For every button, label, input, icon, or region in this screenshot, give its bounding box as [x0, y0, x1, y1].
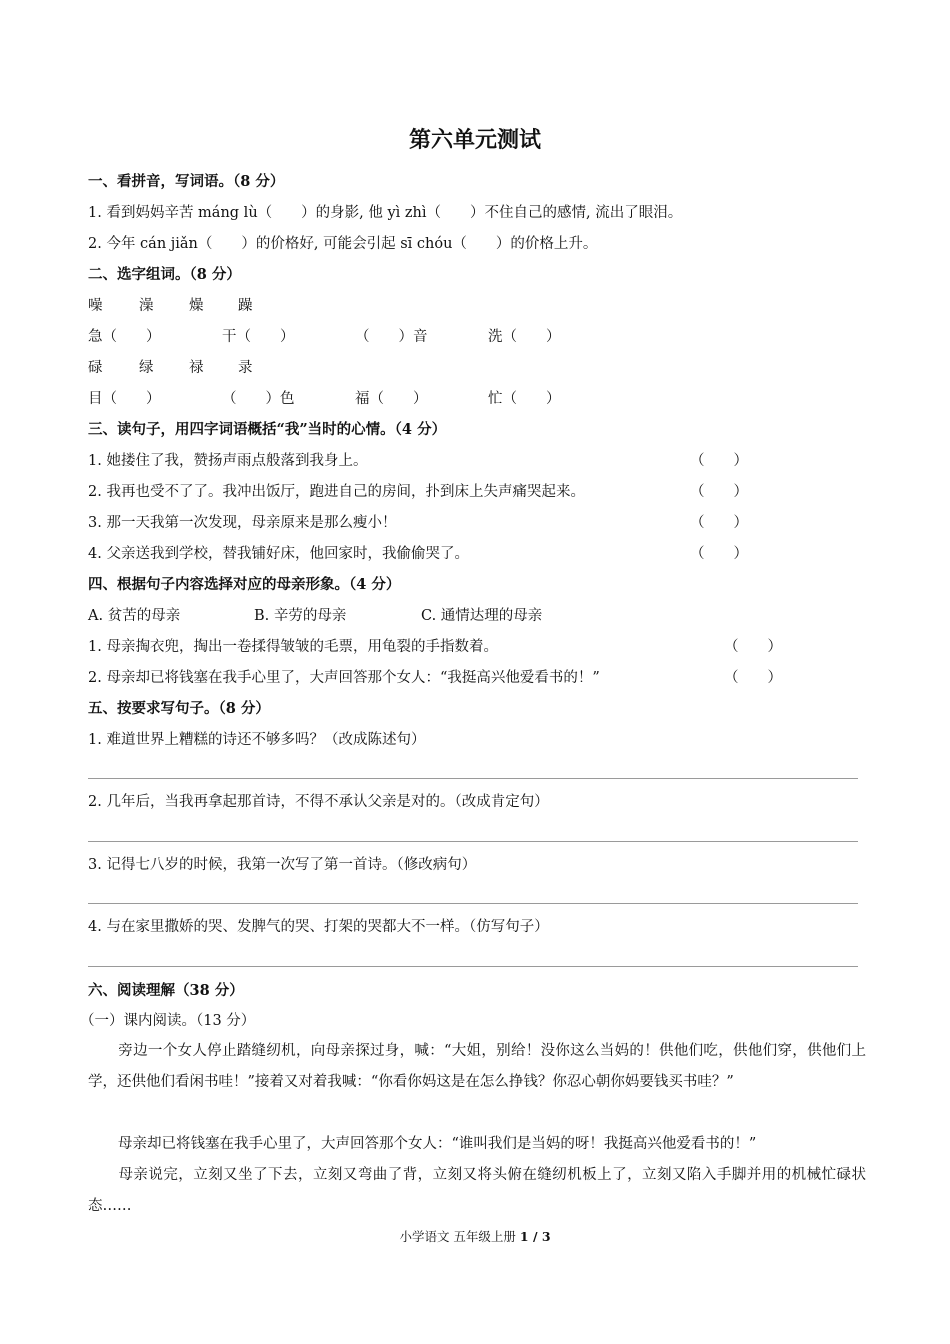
section-1-question-2: 2. 今年 cán jiǎn（ ）的价格好, 可能会引起 sī chóu（ ）的价格上升。: [88, 236, 598, 252]
char-option: 录: [238, 360, 253, 376]
answer-line: [88, 966, 858, 967]
char-option: 禄: [189, 360, 204, 376]
reading-paragraph-1-text: 旁边一个女人停止踏缝纫机，向母亲探过身，喊：“大姐，别给！没你这么当妈的！供他们吃，供他们穿，供他们上学，还供他们看闲书哇！”接着又对着我喊：“你看你妈这是在怎么挣钱？你忍心朝你妈要钱买书哇？”: [88, 1043, 866, 1090]
section-4-item-1: 1. 母亲掏衣兜，掏出一卷揉得皱皱的毛票，用龟裂的手指数着。: [88, 639, 498, 655]
section-3-item-4: 4. 父亲送我到学校，替我铺好床，他回家时，我偷偷哭了。: [88, 546, 469, 562]
word-blank: 洗（ ）: [488, 329, 561, 345]
footer-text: 小学语文 五年级上册: [399, 1229, 520, 1244]
section-3-item-3: 3. 那一天我第一次发现，母亲原来是那么瘦小！: [88, 515, 397, 531]
answer-blank: （ ）: [724, 639, 782, 655]
word-blank: 干（ ）: [222, 329, 295, 345]
section-4-heading: 四、根据句子内容选择对应的母亲形象。（4 分）: [88, 576, 401, 593]
reading-paragraph-3-text: 母亲说完，立刻又坐了下去，立刻又弯曲了背，立刻又将头俯在缝纫机板上了，立刻又陷入手脚并用的机械忙碌状态……: [88, 1167, 866, 1214]
answer-blank: （ ）: [690, 484, 748, 500]
reading-paragraph-2-text: 母亲却已将钱塞在我手心里了，大声回答那个女人：“谁叫我们是当妈的呀！我挺高兴他爱看书的！”: [118, 1136, 757, 1152]
answer-line: [88, 903, 858, 904]
answer-blank: （ ）: [690, 546, 748, 562]
answer-blank: （ ）: [690, 453, 748, 469]
char-option: 躁: [238, 298, 253, 314]
word-blank: （ ）音: [355, 329, 428, 345]
section-6-heading: 六、阅读理解（38 分）: [88, 982, 244, 999]
section-5-item-4: 4. 与在家里撒娇的哭、发脾气的哭、打架的哭都大不一样。（仿写句子）: [88, 919, 549, 935]
answer-blank: （ ）: [724, 670, 782, 686]
section-3-item-1: 1. 她搂住了我，赞扬声雨点般落到我身上。: [88, 453, 368, 469]
section-1-question-1: 1. 看到妈妈辛苦 máng lù（ ）的身影, 他 yì zhì（ ）不住自己的感情, 流出了眼泪。: [88, 205, 683, 221]
char-option: 碌: [88, 360, 103, 376]
section-2-heading: 二、选字组词。（8 分）: [88, 266, 241, 283]
option-a: A. 贫苦的母亲: [88, 608, 181, 624]
char-option: 绿: [139, 360, 154, 376]
section-1-heading: 一、看拼音，写词语。（8 分）: [88, 173, 285, 190]
char-option: 燥: [189, 298, 204, 314]
word-blank: 忙（ ）: [488, 391, 561, 407]
word-blank: 急（ ）: [88, 329, 161, 345]
reading-paragraph-2: [88, 1129, 866, 1160]
reading-paragraph-3: [88, 1160, 866, 1222]
answer-line: [88, 841, 858, 842]
option-c: C. 通情达理的母亲: [421, 608, 543, 624]
section-3-heading: 三、读句子，用四字词语概括“我”当时的心情。（4 分）: [88, 421, 447, 438]
answer-line: [88, 778, 858, 779]
char-option: 澡: [139, 298, 154, 314]
section-4-item-2: 2. 母亲却已将钱塞在我手心里了，大声回答那个女人：“我挺高兴他爱看书的！”: [88, 670, 600, 686]
answer-blank: （ ）: [690, 515, 748, 531]
page-number: 1 / 3: [519, 1229, 551, 1244]
page-title: 第六单元测试: [408, 127, 541, 153]
section-5-item-2: 2. 几年后，当我再拿起那首诗，不得不承认父亲是对的。（改成肯定句）: [88, 794, 549, 810]
section-6-subheading: （一）课内阅读。（13 分）: [80, 1013, 256, 1029]
page-footer: [0, 1228, 950, 1246]
section-5-item-1: 1. 难道世界上糟糕的诗还不够多吗？（改成陈述句）: [88, 732, 426, 748]
word-blank: 目（ ）: [88, 391, 161, 407]
section-5-item-3: 3. 记得七八岁的时候，我第一次写了第一首诗。（修改病句）: [88, 857, 477, 873]
word-blank: （ ）色: [222, 391, 295, 407]
word-blank: 福（ ）: [355, 391, 428, 407]
option-b: B. 辛劳的母亲: [254, 608, 347, 624]
section-5-heading: 五、按要求写句子。（8 分）: [88, 700, 270, 717]
section-3-item-2: 2. 我再也受不了了。我冲出饭厅，跑进自己的房间，扑到床上失声痛哭起来。: [88, 484, 585, 500]
reading-paragraph-1: [88, 1036, 866, 1098]
char-option: 噪: [88, 298, 103, 314]
